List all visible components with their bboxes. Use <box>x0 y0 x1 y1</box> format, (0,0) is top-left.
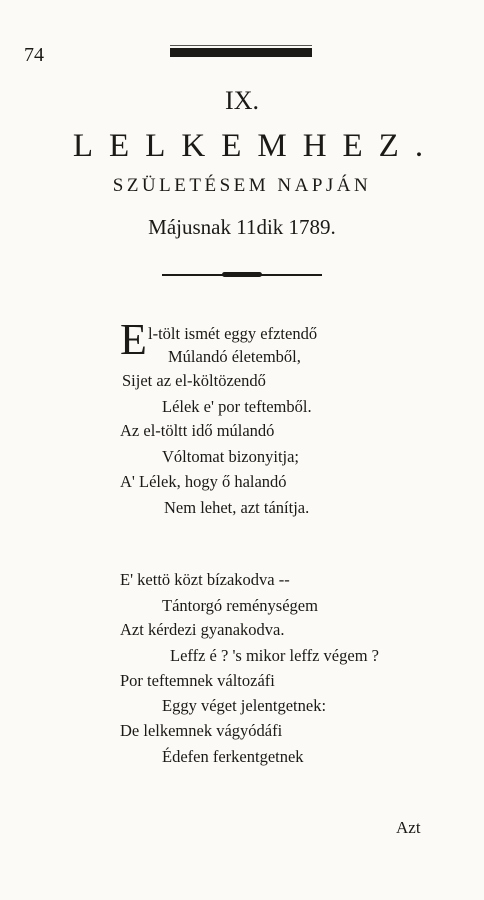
verse-line: Azt kérdezi gyanakodva. <box>120 620 285 639</box>
verse-line: Nem lehet, azt tánítja. <box>164 498 310 517</box>
header-rule <box>170 48 312 57</box>
verse-line: A' Lélek, hogy ő halandó <box>120 472 287 491</box>
catchword: Azt <box>396 818 421 837</box>
date-line: Májusnak 11dik 1789. <box>148 215 336 239</box>
chapter-number: IX. <box>225 86 259 115</box>
verse-line: Por teftemnek változáfi <box>120 671 275 690</box>
ornamental-separator <box>162 274 322 276</box>
verse-line: Tántorgó reménységem <box>162 596 318 615</box>
verse-line: E' kettö közt bízakodva -- <box>120 570 290 589</box>
verse-line: Az el-töltt idő múlandó <box>120 421 275 440</box>
page-number: 74 <box>24 44 44 66</box>
verse-line: De lelkemnek vágyódáfi <box>120 721 283 740</box>
verse-line: Múlandó életemből, <box>168 347 301 366</box>
verse-line: Sijet az el-költözendő <box>122 371 266 390</box>
drop-cap: E <box>120 315 147 364</box>
verse-line: Leffz é ? 's mikor leffz végem ? <box>170 646 379 665</box>
verse-line: Lélek e' por teftemből. <box>162 397 312 416</box>
verse-line: Vóltomat bizonyitja; <box>162 447 300 466</box>
verse-line: l-tölt ismét eggy efztendő <box>148 324 318 343</box>
poem-title: LELKEMHEZ. <box>72 128 440 164</box>
verse-line: Eggy véget jelentgetnek: <box>162 696 327 715</box>
verse-line: Édefen ferkentgetnek <box>162 747 304 766</box>
poem-subtitle: SZÜLETÉSEM NAPJÁN <box>112 175 372 196</box>
